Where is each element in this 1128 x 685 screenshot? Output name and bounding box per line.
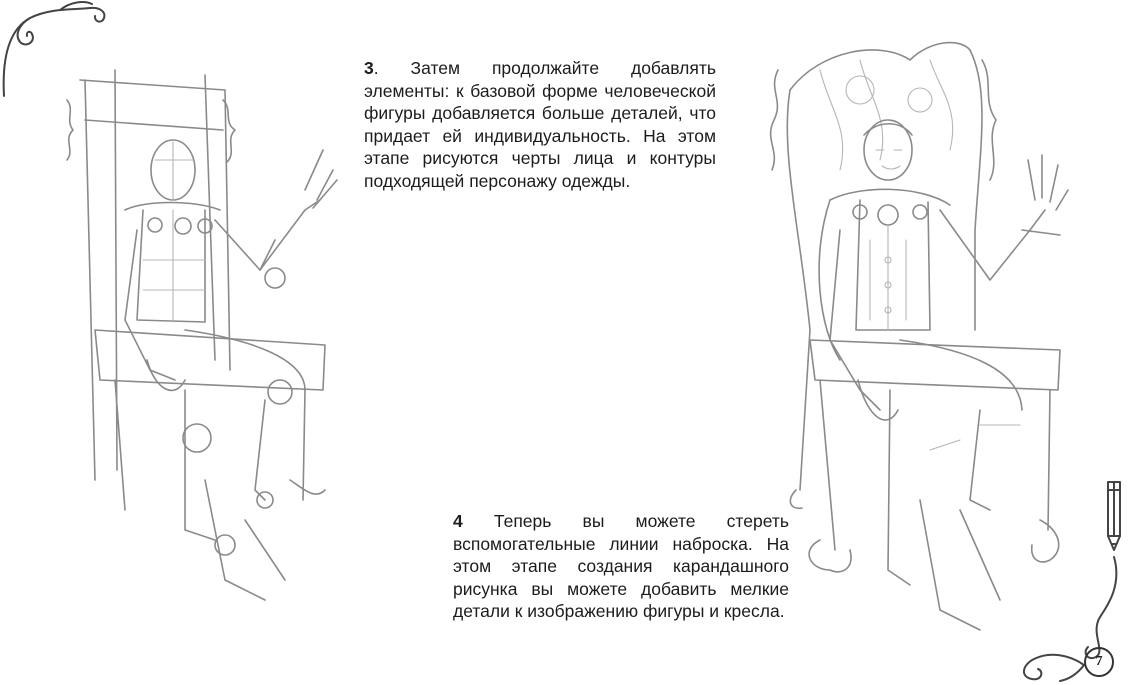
step3-paragraph bbox=[364, 57, 716, 192]
step4-number: 4 bbox=[453, 511, 463, 531]
pencil-icon bbox=[1100, 478, 1128, 558]
step4-text: Теперь вы можете стереть вспомогательные линии наброска. На этом этапе создания карандашного рисунка вы можете добавить мелкие детали к изображению фигуры и кресла. bbox=[453, 511, 789, 621]
step3-text: . Затем продолжайте добавлять элементы: к базовой форме человеческой фигуры добавляется больше деталей, что придает ей индивидуальность. На этом этапе рисуются черты лица и контуры подходящей персонажу одежды. bbox=[364, 58, 716, 191]
step3-number: 3 bbox=[364, 58, 374, 78]
page-number: 7 bbox=[1084, 647, 1114, 677]
step4-paragraph bbox=[453, 510, 789, 623]
figure-sketch-step3 bbox=[55, 60, 355, 620]
